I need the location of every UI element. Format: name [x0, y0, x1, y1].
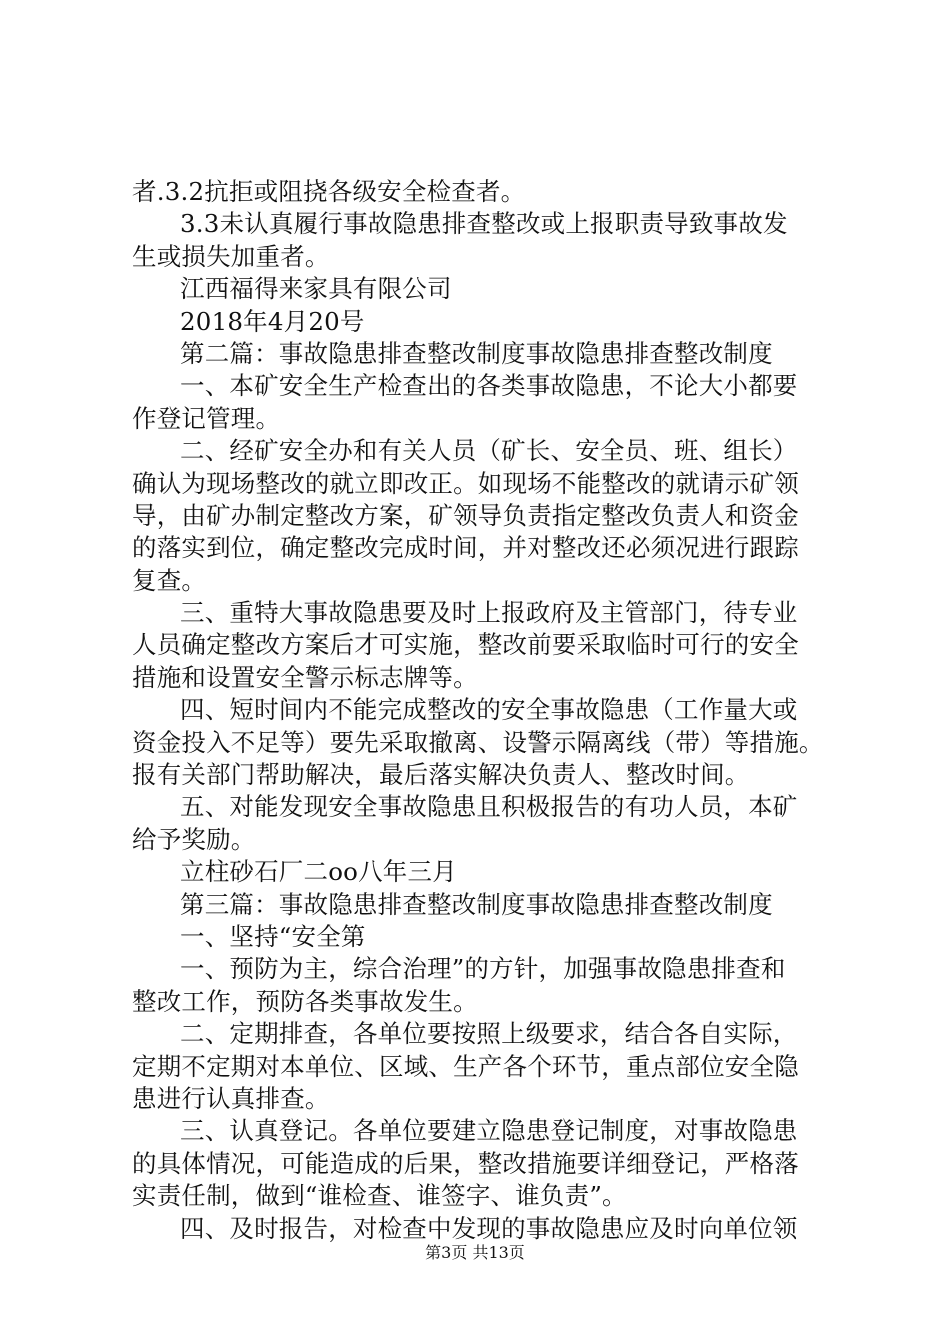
text-line: 立柱砂石厂二oo八年三月: [180, 857, 457, 887]
text-line: 第二篇：事故隐患排查整改制度事故隐患排查整改制度: [180, 338, 773, 368]
text-line: 者.3.2抗拒或阻挠各级安全检查者。: [132, 177, 526, 206]
text-line: 一、本矿安全生产检查出的各类事故隐患，不论大小都要: [180, 371, 798, 401]
text-line: 复查。: [132, 565, 207, 595]
text-line: 患进行认真排查。: [132, 1083, 330, 1113]
text-line: 导，由矿办制定整改方案，矿领导负责指定整改负责人和资金: [132, 500, 799, 530]
text-line: 作登记管理。: [132, 403, 281, 433]
text-line: 3.3未认真履行事故隐患排查整改或上报职责导致事故发: [180, 209, 788, 239]
text-line: 确认为现场整改的就立即改正。如现场不能整改的就请示矿领: [132, 468, 799, 498]
text-line: 人员确定整改方案后才可实施，整改前要采取临时可行的安全: [132, 630, 799, 660]
text-line: 资金投入不足等）要先采取撤离、设警示隔离线（带）等措施。: [132, 727, 824, 757]
text-line: 定期不定期对本单位、区域、生产各个环节，重点部位安全隐: [132, 1051, 799, 1081]
text-line: 给予奖励。: [132, 824, 256, 854]
text-line: 三、认真登记。各单位要建立隐患登记制度，对事故隐患: [180, 1116, 798, 1146]
text-line: 的具体情况，可能造成的后果，整改措施要详细登记，严格落: [132, 1148, 799, 1178]
text-line: 五、对能发现安全事故隐患且积极报告的有功人员，本矿: [180, 792, 798, 822]
text-line: 一、坚持“安全第: [180, 921, 366, 951]
text-line: 措施和设置安全警示标志牌等。: [132, 662, 478, 692]
text-line: 一、预防为主，综合治理”的方针，加强事故隐患排查和: [180, 954, 786, 984]
text-line: 生或损失加重者。: [132, 241, 330, 271]
text-line: 报有关部门帮助解决，最后落实解决负责人、整改时间。: [132, 760, 750, 790]
text-line: 第三篇：事故隐患排查整改制度事故隐患排查整改制度: [180, 889, 773, 919]
text-line: 四、短时间内不能完成整改的安全事故隐患（工作量大或: [180, 695, 798, 725]
document-body: [132, 176, 832, 1245]
text-line: 整改工作，预防各类事故发生。: [132, 986, 478, 1016]
page-footer: 第3页 共13页: [425, 1243, 525, 1262]
text-line: 二、定期排查，各单位要按照上级要求，结合各自实际，: [180, 1019, 798, 1049]
text-line: 三、重特大事故隐患要及时上报政府及主管部门，待专业: [180, 598, 798, 628]
text-line: 四、及时报告，对检查中发现的事故隐患应及时向单位领: [180, 1213, 798, 1243]
text-line: 的落实到位，确定整改完成时间，并对整改还必须况进行跟踪: [132, 533, 799, 563]
text-line: 二、经矿安全办和有关人员（矿长、安全员、班、组长）: [180, 436, 798, 466]
text-line: 2018年4月20号: [180, 306, 365, 336]
text-line: 实责任制，做到“谁检查、谁签字、谁负责”。: [132, 1181, 627, 1211]
text-line: 江西福得来家具有限公司: [180, 274, 452, 304]
